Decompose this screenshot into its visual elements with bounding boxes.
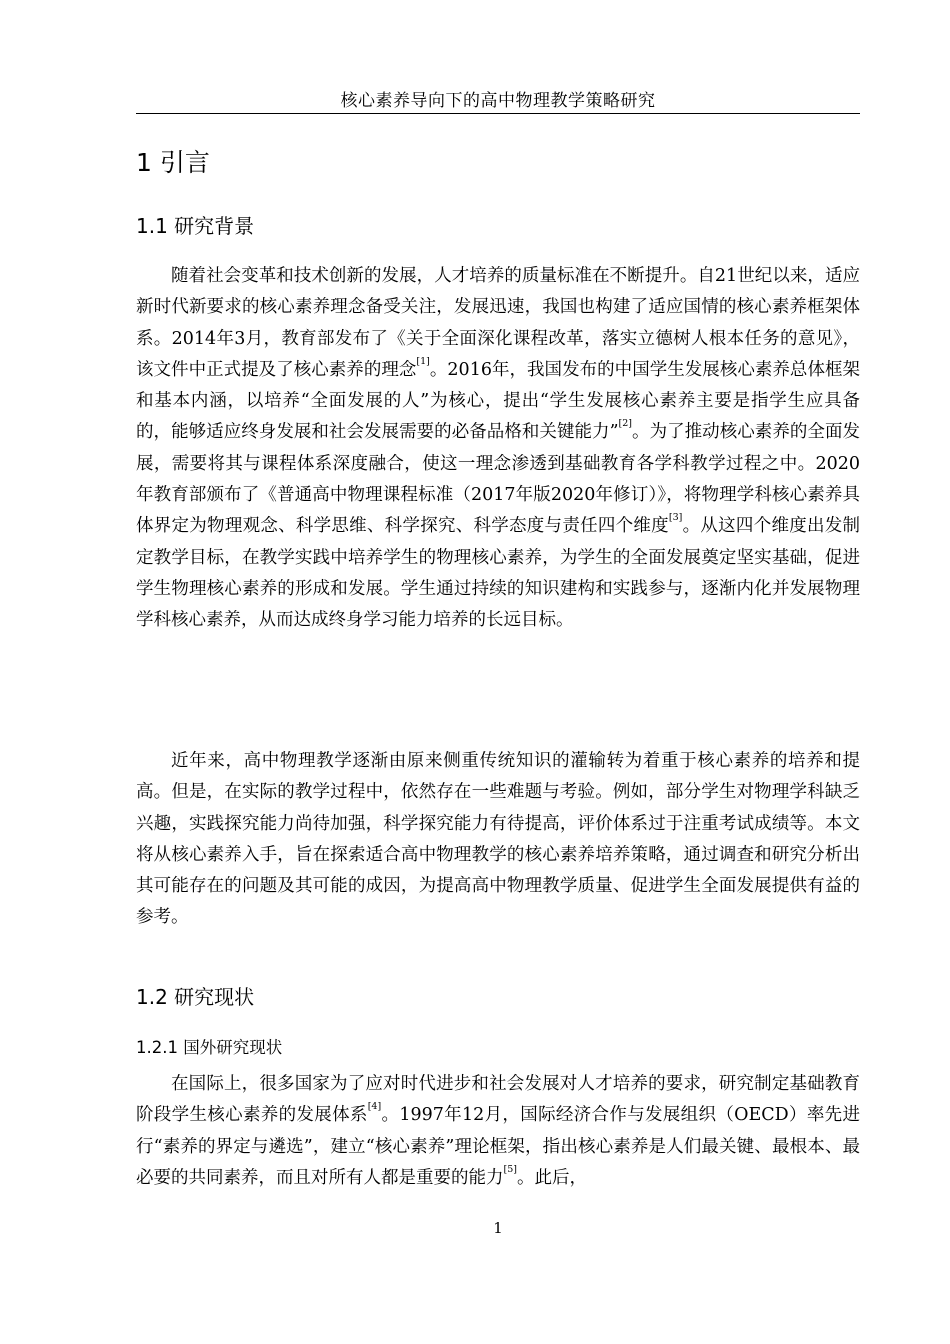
- subsection-heading-foreign: 1.2.1 国外研究现状: [136, 1038, 283, 1057]
- citation-ref: [1]: [416, 355, 430, 367]
- section-heading-background: 1.1 研究背景: [136, 214, 255, 238]
- chapter-heading: 1 引言: [136, 148, 210, 177]
- page-number: 1: [493, 1219, 503, 1237]
- citation-ref: [4]: [367, 1101, 382, 1113]
- header-rule: [136, 113, 860, 114]
- running-header: 核心素养导向下的高中物理教学策略研究: [340, 91, 656, 111]
- citation-ref: [5]: [503, 1163, 517, 1175]
- section-heading-status: 1.2 研究现状: [136, 985, 255, 1009]
- citation-ref: [2]: [618, 418, 632, 430]
- paragraph-foreign-1: 在国际上，很多国家为了应对时代进步和社会发展对人才培养的要求，研究制定基础教育阶段学生核心素养的发展体系[4]。1997年12月，国际经济合作与发展组织（OECD）率先进行“素养的界定与遴选”，建立“核心素养”理论框架，指出核心素养是人们最关键、最根本、最必要的共同素养，而且对所有人都是重要的能力[5]。此后，: [136, 1074, 860, 1188]
- paragraph-background-2: 近年来，高中物理教学逐渐由原来侧重传统知识的灌输转为着重于核心素养的培养和提高。但是，在实际的教学过程中，依然存在一些难题与考验。例如，部分学生对物理学科缺乏兴趣，实践探究能力尚待加强，科学探究能力有待提高，评价体系过于注重考试成绩等。本文将从核心素养入手，旨在探索适合高中物理教学的核心素养培养策略，通过调查和研究分析出其可能存在的问题及其可能的成因，为提高高中物理教学质量、促进学生全面发展提供有益的参考。: [136, 751, 860, 928]
- paragraph-background-1: 随着社会变革和技术创新的发展，人才培养的质量标准在不断提升。自21世纪以来，适应新时代新要求的核心素养理念备受关注，发展迅速，我国也构建了适应国情的核心素养框架体系。2014年3月，教育部发布了《关于全面深化课程改革，落实立德树人根本任务的意见》，该文件中正式提及了核心素养的理念[1]。2016年，我国发布的中国学生发展核心素养总体框架和基本内涵，以培养“全面发展的人”为核心，提出“学生发展核心素养主要是指学生应具备的，能够适应终身发展和社会发展需要的必备品格和关键能力”[2]。为了推动核心素养的全面发展，需要将其与课程体系深度融合，使这一理念渗透到基础教育各学科教学过程之中。2020年教育部颁布了《普通高中物理课程标准（2017年版2020年修订）》，将物理学科核心素养具体界定为物理观念、科学思维、科学探究、科学态度与责任四个维度[3]。从这四个维度出发制定教学目标，在教学实践中培养学生的物理核心素养，为学生的全面发展奠定坚实基础，促进学生物理核心素养的形成和发展。学生通过持续的知识建构和实践参与，逐渐内化并发展物理学科核心素养，从而达成终身学习能力培养的长远目标。: [136, 266, 861, 631]
- citation-ref: [3]: [668, 512, 683, 524]
